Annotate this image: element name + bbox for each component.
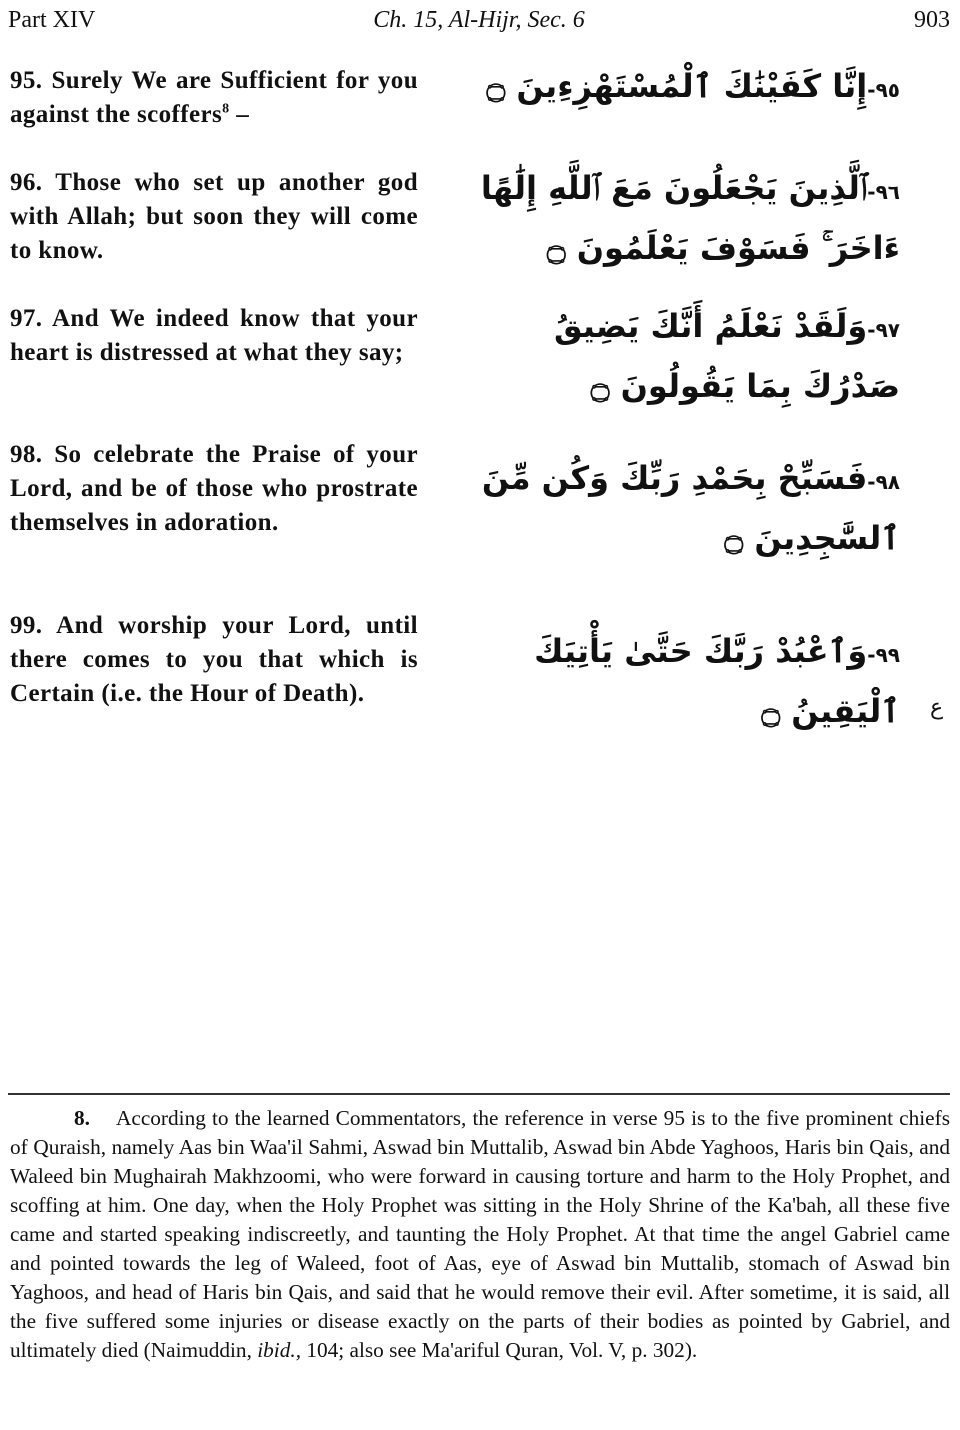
verse-arabic-number: ٩٦-: [867, 180, 900, 204]
verse-translation: 97. And We indeed know that your heart is distressed at what they say;: [10, 305, 418, 366]
verse-arabic: ٩٩-وَٱعْبُدْ رَبَّكَ حَتَّىٰ يَأْتِيَكَ ٱلْيَقِينُ ۝: [534, 632, 900, 730]
ruku-mark: ع: [930, 695, 944, 720]
verse-arabic-number: ٩٥-: [867, 78, 900, 102]
verse-arabic-number: ٩٩-: [867, 643, 900, 667]
footnote-number: 8.: [74, 1106, 90, 1130]
page-header: [8, 4, 950, 36]
footnote-text-end: 104; also see Ma'ariful Quran, Vol. V, p. 302).: [301, 1338, 698, 1362]
footnote-ibid: ibid.,: [257, 1338, 302, 1362]
chapter-title: Ch. 15, Al-Hijr, Sec. 6: [373, 7, 585, 33]
verse-arabic-number: ٩٧-: [867, 318, 900, 342]
verse-translation: 96. Those who set up another god with Allah; but soon they will come to know.: [10, 169, 418, 264]
footnote-8: [10, 1104, 950, 1365]
verse-translation: 95. Surely We are Sufficient for you against the scoffers$^8$ –: [10, 67, 418, 128]
verse-arabic: ٩٨-فَسَبِّحْ بِحَمْدِ رَبِّكَ وَكُن مِّنَ ٱلسَّٰجِدِينَ ۝: [481, 459, 900, 557]
verse-translation: 99. And worship your Lord, until there comes to you that which is Certain (i.e. the Hour of Death).: [10, 612, 418, 707]
footnote-reference[interactable]: 8: [222, 101, 230, 117]
verse-arabic: ٩٥-إِنَّا كَفَيْنَٰكَ ٱلْمُسْتَهْزِءِينَ ۝: [486, 67, 900, 105]
footnote-divider: [8, 1093, 950, 1095]
page-number: 903: [914, 7, 950, 33]
verse-arabic-number: ٩٨-: [867, 470, 900, 494]
verse-arabic: ٩٦-ٱلَّذِينَ يَجْعَلُونَ مَعَ ٱللَّهِ إِلَٰهًا ءَاخَرَ ۚ فَسَوْفَ يَعْلَمُونَ ۝: [480, 169, 900, 267]
footnote-text: According to the learned Commentators, the reference in verse 95 is to the five prominent chiefs of Quraish, namely Aas bin Waa'il Sahmi, Aswad bin Muttalib, Aswad bin Abde Yaghoos, Haris bin Qais, and Waleed bin Mughairah Makhzoomi, who were forward in causing torture and harm to the Holy Prophet, and scoffing at him. One day, when the Holy Prophet was sitting in the Holy Shrine of the Ka'bah, all these five came and started speaking indiscreetly, and taunting the Holy Prophet. At that time the angel Gabriel came and pointed towards the leg of Waleed, foot of Aas, eye of Aswad bin Muttalib, stomach of Aswad bin Yaghoos, and head of Haris bin Qais, and said that he would remove their evil. After sometime, it is said, all the five suffered some injuries or disease exactly on the parts of their bodies as pointed by Gabriel, and ultimately died (Naimuddin,: [10, 1106, 950, 1362]
verse-arabic: ٩٧-وَلَقَدْ نَعْلَمُ أَنَّكَ يَضِيقُ صَدْرُكَ بِمَا يَقُولُونَ ۝: [553, 307, 900, 405]
part-label: Part XIV: [8, 7, 96, 33]
verse-translation: 98. So celebrate the Praise of your Lord, and be of those who prostrate themselves in adoration.: [10, 441, 418, 536]
